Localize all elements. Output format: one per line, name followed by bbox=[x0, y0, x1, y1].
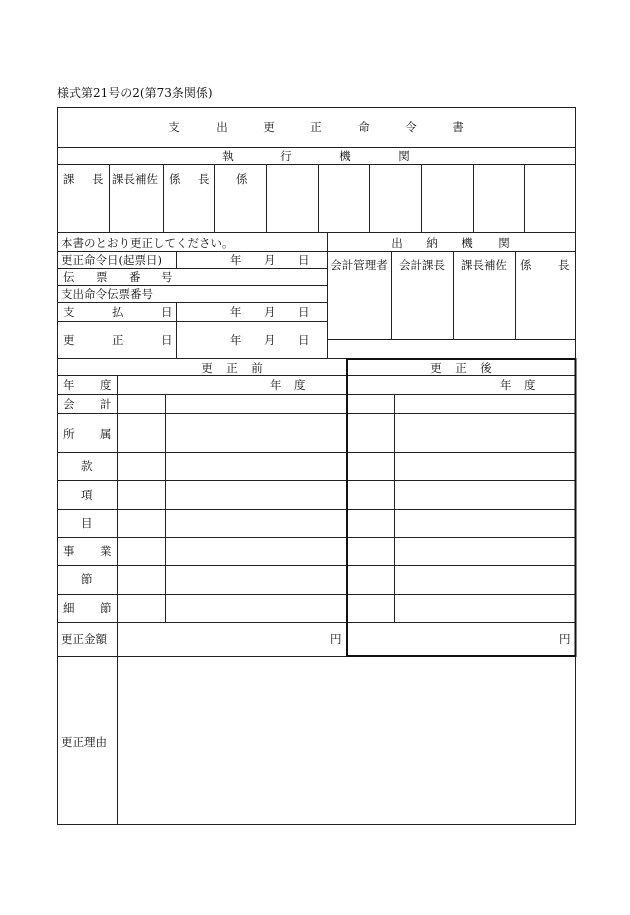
approval-label-kacho-1: 課 bbox=[63, 172, 75, 186]
form-reference: 様式第21号の2(第73条関係) bbox=[57, 86, 213, 100]
row-label-kaikei-1: 会 bbox=[63, 397, 75, 411]
label-kosei-2: 正 bbox=[112, 333, 124, 347]
title-char: 書 bbox=[452, 120, 464, 134]
date-unit-day: 日 bbox=[298, 253, 310, 267]
suitou-label-kaikei-kacho: 会計課長 bbox=[399, 258, 445, 272]
row-label-jigyo-1: 事 bbox=[63, 544, 75, 558]
before-yen-unit: 円 bbox=[330, 632, 342, 646]
label-meirei-date: 更正命令日(起票日) bbox=[61, 253, 162, 267]
after-nendo-unit-1: 年 bbox=[500, 378, 512, 392]
before-char: 正 bbox=[226, 361, 238, 375]
suitou-label-kakaricho-1: 係 bbox=[520, 258, 532, 272]
before-nendo-unit-2: 度 bbox=[294, 378, 306, 392]
suitou-label-kakaricho-2: 長 bbox=[558, 258, 570, 272]
label-shiharai-3: 日 bbox=[161, 305, 173, 319]
header-char: 執 bbox=[222, 149, 234, 163]
date-unit-year: 年 bbox=[230, 253, 242, 267]
header-char: 機 bbox=[339, 149, 351, 163]
approval-label-kakari: 係 bbox=[236, 172, 248, 186]
row-label-kaikei-2: 計 bbox=[100, 397, 112, 411]
label-denpyo-2: 票 bbox=[96, 270, 108, 284]
stamp-box-kakari[interactable] bbox=[215, 165, 266, 232]
before-char: 更 bbox=[201, 361, 213, 375]
approval-label-kacho-2: 長 bbox=[92, 172, 104, 186]
row-label-jigyo-2: 業 bbox=[100, 544, 112, 558]
reason-label: 更正理由 bbox=[61, 735, 107, 749]
suitou-label-hosa: 課長補佐 bbox=[461, 258, 507, 272]
date-unit-day: 日 bbox=[298, 305, 310, 319]
after-char: 後 bbox=[480, 361, 492, 375]
row-label-setsu: 節 bbox=[81, 572, 93, 586]
date-unit-month: 月 bbox=[264, 333, 276, 347]
label-kosei-1: 更 bbox=[63, 333, 75, 347]
before-char: 前 bbox=[251, 361, 263, 375]
label-denpyo-4: 号 bbox=[161, 270, 173, 284]
stamp-box-kacho[interactable] bbox=[58, 165, 109, 232]
approval-label-kakaricho-2: 長 bbox=[198, 172, 210, 186]
before-nendo-unit-1: 年 bbox=[270, 378, 282, 392]
header-char: 関 bbox=[498, 236, 510, 250]
header-char: 行 bbox=[280, 149, 292, 163]
title-char: 令 bbox=[405, 120, 417, 134]
date-unit-year: 年 bbox=[230, 305, 242, 319]
label-shishutsu-no: 支出命令伝票番号 bbox=[61, 287, 153, 301]
date-unit-month: 月 bbox=[264, 253, 276, 267]
row-label-shozoku-1: 所 bbox=[63, 427, 75, 441]
after-char: 正 bbox=[455, 361, 467, 375]
date-unit-day: 日 bbox=[298, 333, 310, 347]
reason-field[interactable] bbox=[118, 657, 575, 824]
row-label-saisetsu-2: 節 bbox=[100, 601, 112, 615]
label-shiharai-1: 支 bbox=[63, 305, 75, 319]
title-char: 更 bbox=[263, 120, 275, 134]
stamp-box-hosa[interactable] bbox=[110, 165, 163, 232]
title-char: 正 bbox=[310, 120, 322, 134]
date-unit-month: 月 bbox=[264, 305, 276, 319]
title-char: 命 bbox=[358, 120, 370, 134]
label-shiharai-2: 払 bbox=[112, 305, 124, 319]
date-unit-year: 年 bbox=[230, 333, 242, 347]
row-label-nendo-2: 度 bbox=[100, 378, 112, 392]
label-kosei-3: 日 bbox=[161, 333, 173, 347]
header-char: 関 bbox=[398, 149, 410, 163]
approval-label-hosa: 課長補佐 bbox=[112, 172, 158, 186]
row-label-saisetsu-1: 細 bbox=[63, 601, 75, 615]
header-char: 機 bbox=[461, 236, 473, 250]
label-denpyo-3: 番 bbox=[129, 270, 141, 284]
row-label-nendo-1: 年 bbox=[63, 378, 75, 392]
title-char: 支 bbox=[168, 120, 180, 134]
label-denpyo-1: 伝 bbox=[63, 270, 75, 284]
suitou-label-kaikei-kanrisha: 会計管理者 bbox=[330, 258, 388, 272]
approval-label-kakaricho-1: 係 bbox=[169, 172, 181, 186]
header-char: 出 bbox=[391, 236, 403, 250]
instruction-text: 本書のとおり更正してください。 bbox=[61, 236, 234, 250]
row-label-moku: 目 bbox=[81, 516, 93, 530]
header-char: 納 bbox=[426, 236, 438, 250]
row-label-kou: 項 bbox=[81, 488, 93, 502]
row-label-kan: 款 bbox=[81, 459, 93, 473]
after-char: 更 bbox=[430, 361, 442, 375]
row-label-shozoku-2: 属 bbox=[100, 427, 112, 441]
after-yen-unit: 円 bbox=[559, 632, 571, 646]
amount-label: 更正金額 bbox=[61, 632, 107, 646]
title-char: 出 bbox=[216, 120, 228, 134]
stamp-box-kakaricho[interactable] bbox=[164, 165, 214, 232]
after-nendo-unit-2: 度 bbox=[524, 378, 536, 392]
